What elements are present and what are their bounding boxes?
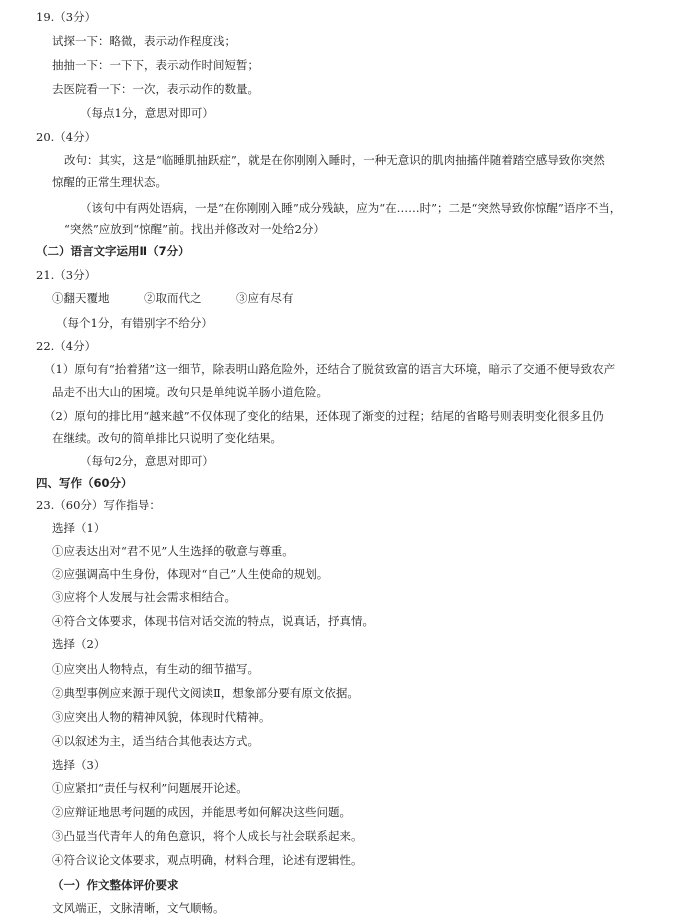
text-line: ④符合文体要求，体现书信对话交流的特点，说真话，抒真情。 xyxy=(52,614,374,628)
text-line: 四、写作（60分） xyxy=(36,476,133,490)
text-line: 品走不出大山的困境。改句只是单纯说羊肠小道危险。 xyxy=(52,385,328,399)
text-line: （每个1分，有错别字不给分） xyxy=(56,316,213,330)
text-line: （二）语言文字运用Ⅱ（7分） xyxy=(36,244,190,258)
text-line: 19.（3分） xyxy=(36,10,97,24)
text-line: 20.（4分） xyxy=(36,130,97,144)
text-line: （每句2分，意思对即可） xyxy=(80,454,214,468)
text-line: ④符合议论文体要求，观点明确，材料合理，论述有逻辑性。 xyxy=(52,853,363,867)
text-line: 21.（3分） xyxy=(36,268,97,282)
text-line: ②应强调高中生身份，体现对“自己”人生使命的规划。 xyxy=(52,567,329,581)
text-line: “突然”应放到“惊醒”前。找出并修改对一处给2分） xyxy=(64,222,325,236)
text-line: ②应辩证地思考问题的成因，并能思考如何解决这些问题。 xyxy=(52,805,351,819)
text-line: （该句中有两处语病，一是“在你刚刚入睡”成分残缺，应为“在……时”；二是“突然导致你惊醒”语序不当， xyxy=(80,201,622,215)
text-line: 选择（3） xyxy=(52,758,106,772)
text-line: （2）原句的排比用“越来越”不仅体现了变化的结果，还体现了渐变的过程；结尾的省略号则表明变化很多且仍 xyxy=(44,409,604,423)
text-line: ②典型事例应来源于现代文阅读Ⅱ，想象部分要有原文依据。 xyxy=(52,686,359,700)
text-line: ③应突出人物的精神风貌，体现时代精神。 xyxy=(52,710,271,724)
text-line: 去医院看一下：一次，表示动作的数量。 xyxy=(52,82,259,96)
text-line: 试探一下：略微，表示动作程度浅； xyxy=(52,34,236,48)
text-line: 选择（1） xyxy=(52,521,106,535)
text-line: ③应将个人发展与社会需求相结合。 xyxy=(52,590,236,604)
text-line: ③凸显当代青年人的角色意识，将个人成长与社会联系起来。 xyxy=(52,829,363,843)
text-line: 改句：其实，这是“临睡肌抽跃症”，就是在你刚刚入睡时，一种无意识的肌肉抽搐伴随着踏空感导致你突然 xyxy=(64,153,605,167)
text-line: （一）作文整体评价要求 xyxy=(52,878,179,892)
text-line: 惊醒的正常生理状态。 xyxy=(52,175,167,189)
text-line: 23.（60分）写作指导： xyxy=(36,498,161,512)
text-line: ①翻天覆地 ②取而代之 ③应有尽有 xyxy=(52,291,294,305)
text-line: （1）原句有“抬着猪”这一细节，除表明山路危险外，还结合了脱贫致富的语言大环境，暗示了交通不便导致农产 xyxy=(44,362,616,376)
text-line: ①应突出人物特点，有生动的细节描写。 xyxy=(52,662,259,676)
text-line: 文风端正，文脉清晰，文气顺畅。 xyxy=(52,901,225,915)
text-line: ①应表达出对“君不见”人生选择的敬意与尊重。 xyxy=(52,544,294,558)
text-line: 选择（2） xyxy=(52,637,106,651)
text-line: ①应紧扣“责任与权利”问题展开论述。 xyxy=(52,781,248,795)
text-line: 在继续。改句的简单排比只说明了变化结果。 xyxy=(52,431,282,445)
text-line: ④以叙述为主，适当结合其他表达方式。 xyxy=(52,734,259,748)
text-line: （每点1分，意思对即可） xyxy=(80,106,214,120)
text-line: 抽抽一下：一下下，表示动作时间短暂； xyxy=(52,58,259,72)
text-line: 22.（4分） xyxy=(36,339,97,353)
